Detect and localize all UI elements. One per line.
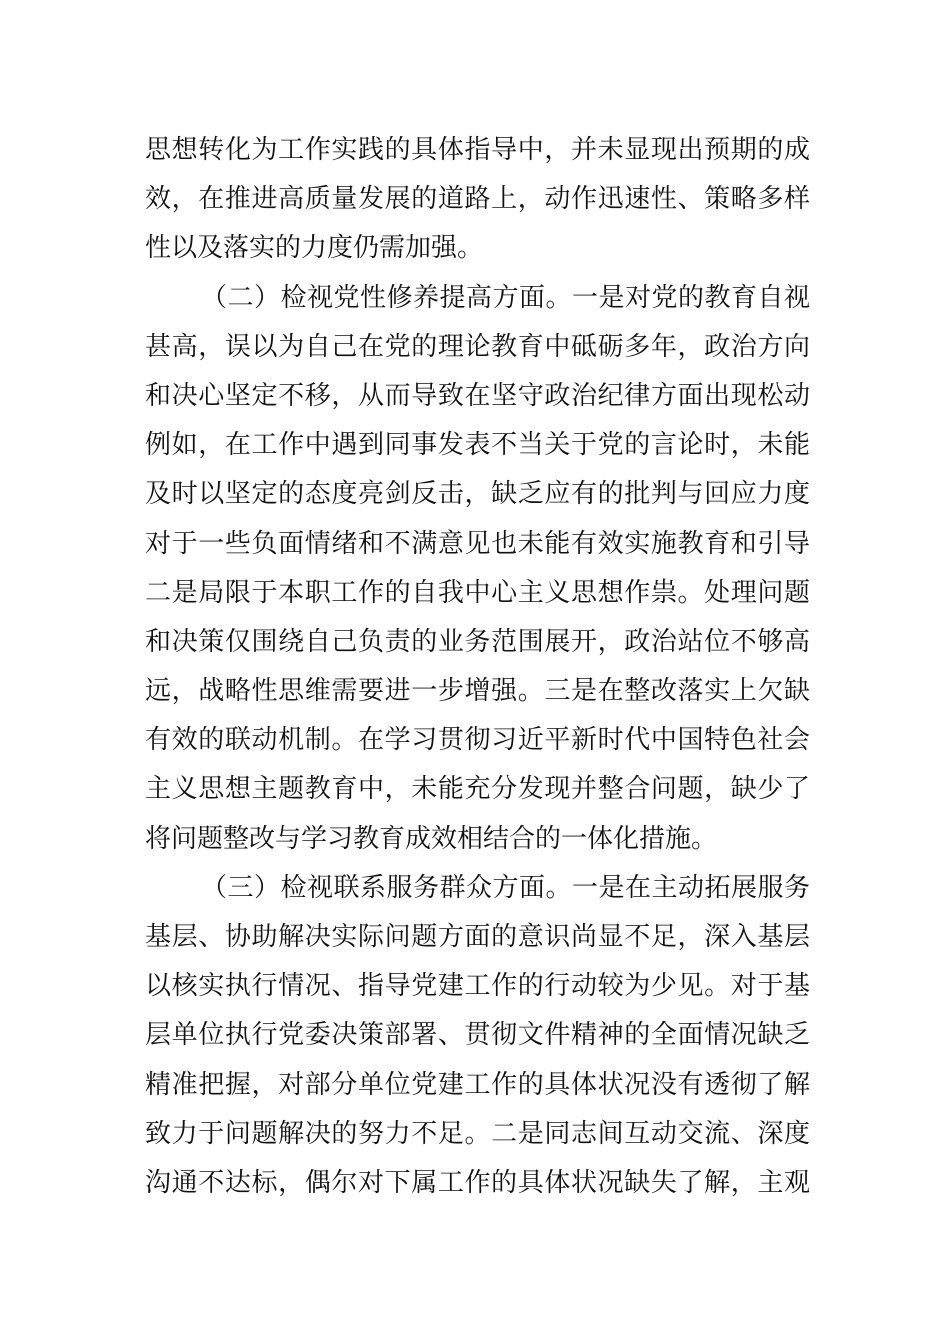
text-line: 主义思想主题教育中，未能充分发现并整合问题，缺少了 bbox=[145, 774, 810, 805]
text-line: 二是局限于本职工作的自我中心主义思想作祟。处理问题 bbox=[145, 577, 810, 608]
text-line: 效，在推进高质量发展的道路上，动作迅速性、策略多样 bbox=[145, 184, 810, 215]
text-line: 性以及落实的力度仍需加强。 bbox=[145, 233, 484, 264]
text-line: 以核实执行情况、指导党建工作的行动较为少见。对于基 bbox=[145, 971, 810, 1002]
section-heading-line: （三）检视联系服务群众方面。一是在主动拓展服务 bbox=[201, 872, 810, 903]
text-line: 及时以坚定的态度亮剑反击，缺乏应有的批判与回应力度 bbox=[145, 479, 810, 510]
document-body bbox=[145, 126, 810, 1208]
text-line: 致力于问题解决的努力不足。二是同志间互动交流、深度 bbox=[145, 1118, 810, 1149]
text-line: 精准把握，对部分单位党建工作的具体状况没有透彻了解 bbox=[145, 1069, 810, 1100]
text-line: 甚高，误以为自己在党的理论教育中砥砺多年，政治方向 bbox=[145, 331, 810, 362]
text-line: 对于一些负面情绪和不满意见也未能有效实施教育和引导 bbox=[145, 528, 810, 559]
section-heading-line: （二）检视党性修养提高方面。一是对党的教育自视 bbox=[201, 282, 810, 313]
text-line: 和决策仅围绕自己负责的业务范围展开，政治站位不够高 bbox=[145, 626, 810, 657]
text-line: 将问题整改与学习教育成效相结合的一体化措施。 bbox=[145, 823, 718, 854]
text-line: 基层、协助解决实际问题方面的意识尚显不足，深入基层 bbox=[145, 922, 810, 952]
text-line: 远，战略性思维需要进一步增强。三是在整改落实上欠缺 bbox=[145, 676, 810, 707]
text-line: 和决心坚定不移，从而导致在坚守政治纪律方面出现松动 bbox=[145, 380, 810, 411]
text-line: 例如，在工作中遇到同事发表不当关于党的言论时，未能 bbox=[145, 430, 810, 461]
text-line: 沟通不达标，偶尔对下属工作的具体状况缺失了解，主观 bbox=[145, 1167, 810, 1198]
text-line: 层单位执行党委决策部署、贯彻文件精神的全面情况缺乏 bbox=[145, 1020, 810, 1051]
text-line: 有效的联动机制。在学习贯彻习近平新时代中国特色社会 bbox=[145, 725, 810, 756]
text-line: 思想转化为工作实践的具体指导中，并未显现出预期的成 bbox=[145, 135, 810, 165]
